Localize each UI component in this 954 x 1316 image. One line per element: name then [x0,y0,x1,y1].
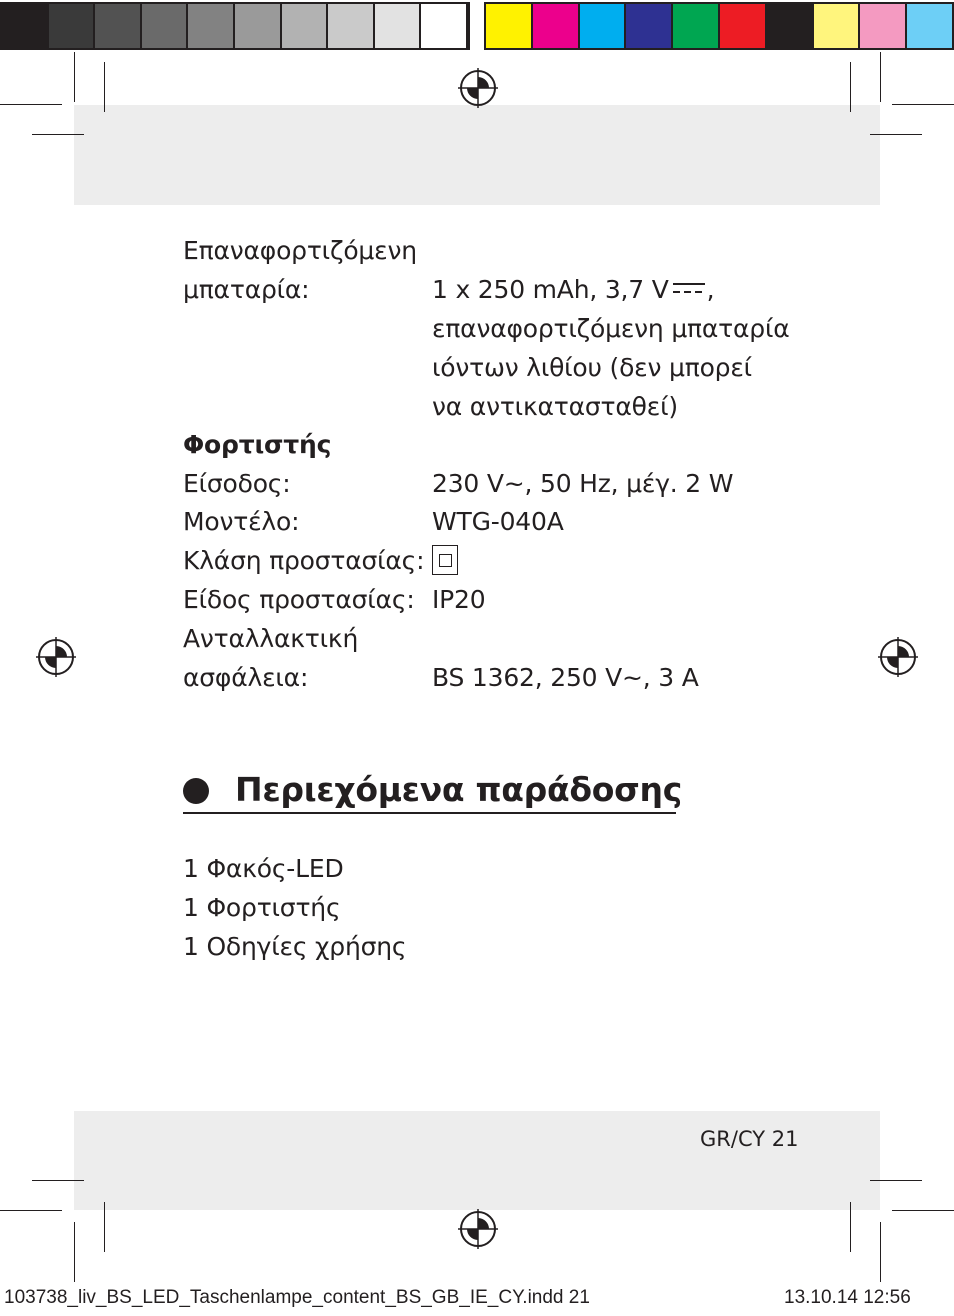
gray-calibration-bar [0,2,470,50]
color-calibration-bar [484,2,954,50]
crop-mark [104,1202,105,1252]
calibration-swatch [95,4,142,48]
calibration-swatch [2,4,49,48]
calibration-swatch [282,4,329,48]
calibration-swatch [533,4,580,48]
calibration-swatch [626,4,673,48]
crop-mark [880,52,881,102]
fuse-value: BS 1362, 250 V~, 3 A [432,663,699,692]
protection-type-value: IP20 [432,585,486,614]
battery-value [432,271,714,309]
calibration-swatch [673,4,720,48]
page-number: GR/CY 21 [700,1127,799,1151]
protection-class-label: Κλάση προστασίας: [183,546,425,575]
fuse-label-cont: ασφάλεια: [183,663,309,692]
calibration-swatch [486,4,533,48]
crop-mark [850,1202,851,1252]
calibration-swatch [375,4,422,48]
crop-mark [870,1180,922,1181]
crop-mark [892,1210,954,1211]
calibration-swatch [421,4,468,48]
battery-value-text: 1 x 250 mAh, 3,7 V [432,275,669,304]
calibration-swatch [860,4,907,48]
slug-date: 13.10.14 12:56 [784,1287,911,1308]
input-label: Είσοδος: [183,469,291,498]
battery-label: Επαναφορτιζόμενη [183,236,417,265]
battery-value-line: επαναφορτιζόμενη μπαταρία [432,314,790,343]
calibration-swatch [328,4,375,48]
list-item: 1 Οδηγίες χρήσης [183,932,407,961]
registration-mark-icon [36,637,76,677]
registration-mark-icon [458,68,498,108]
charger-heading: Φορτιστής [183,430,332,459]
model-label: Μοντέλο: [183,507,300,536]
crop-mark [870,134,922,135]
slug-filename: 103738_liv_BS_LED_Taschenlampe_content_BS_GB_IE_CY.indd 21 [4,1287,590,1308]
crop-mark [880,1222,881,1282]
crop-mark [892,104,954,105]
calibration-swatch [49,4,96,48]
crop-mark [74,52,75,102]
battery-value-line: να αντικατασταθεί) [432,392,678,421]
list-item: 1 Φακός-LED [183,854,344,883]
header-band [74,105,880,205]
section-heading [183,766,682,814]
protection-class-ii-icon [432,545,458,575]
calibration-swatch [814,4,861,48]
section-title: Περιεχόμενα παράδοσης [235,770,682,809]
crop-mark [0,104,62,105]
protection-type-label: Είδος προστασίας: [183,585,415,614]
crop-mark [32,134,84,135]
battery-value-suffix: , [706,275,715,304]
calibration-swatch [188,4,235,48]
bullet-icon [183,778,209,804]
crop-mark [32,1180,84,1181]
crop-mark [74,1222,75,1282]
crop-mark [104,62,105,112]
registration-mark-icon [458,1209,498,1249]
list-item: 1 Φορτιστής [183,893,341,922]
calibration-swatch [580,4,627,48]
calibration-swatch [142,4,189,48]
battery-label-cont: μπαταρία: [183,275,310,304]
model-value: WTG-040A [432,507,564,536]
battery-value-line: ιόντων λιθίου (δεν μπορεί [432,353,752,382]
crop-mark [0,1210,62,1211]
calibration-swatch [235,4,282,48]
fuse-label: Ανταλλακτική [183,624,359,653]
input-value: 230 V~, 50 Hz, μέγ. 2 W [432,469,734,498]
calibration-swatch [720,4,767,48]
calibration-swatch [907,4,954,48]
crop-mark [850,62,851,112]
registration-mark-icon [878,637,918,677]
dc-current-icon [671,280,707,300]
calibration-swatch [767,4,814,48]
